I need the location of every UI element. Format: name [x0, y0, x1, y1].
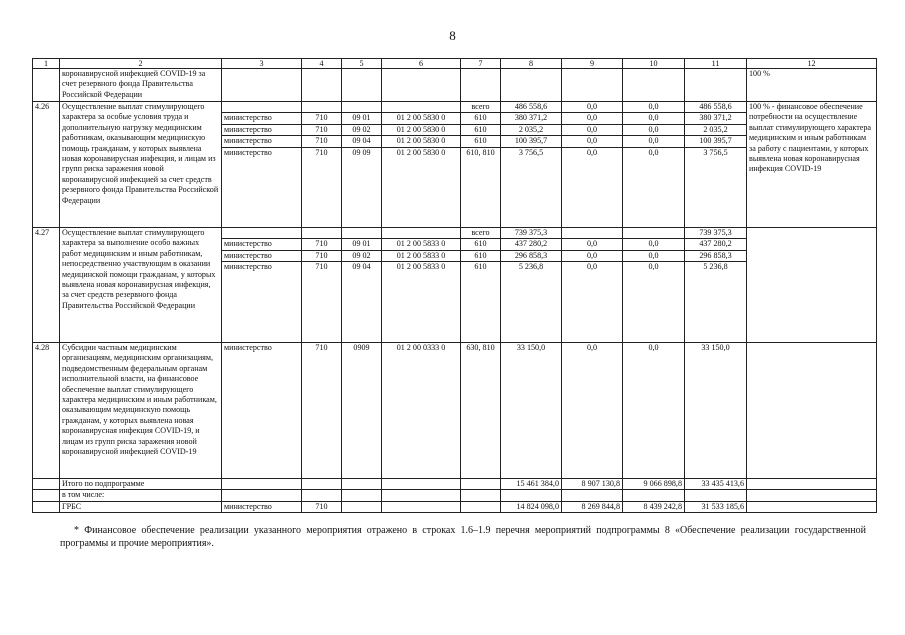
table-cell — [222, 228, 301, 239]
table-cell: 01 2 00 5830 0 — [382, 136, 460, 147]
amount-2021-column — [562, 228, 623, 343]
amount-2021-cell: 0,0 — [562, 343, 623, 479]
table-cell: 610 — [461, 113, 500, 124]
measure-note — [747, 228, 877, 343]
grbs-2021: 8 269 844,8 — [562, 501, 623, 512]
table-cell: 0,0 — [623, 125, 684, 136]
table-cell: 380 371,2 — [685, 113, 746, 124]
table-cell: 09 02 — [342, 251, 381, 262]
amount-2021-column — [562, 102, 623, 228]
grbs-executor: министерство — [222, 501, 302, 512]
table-cell: 5 236,8 — [518, 262, 544, 272]
table-cell: 296 858,3 — [501, 251, 561, 262]
table-cell: 380 371,2 — [501, 113, 561, 124]
table-row — [33, 102, 877, 228]
target-code-column — [382, 102, 461, 228]
table-cell: 610 — [461, 136, 500, 147]
table-cell: 610 — [461, 239, 500, 250]
grbs-2020: 14 824 098,0 — [501, 501, 562, 512]
table-cell: 610, 810 — [466, 147, 495, 157]
column-number: 6 — [382, 59, 461, 69]
measure-number: 4.27 — [33, 228, 60, 343]
expense-type-column — [461, 102, 501, 228]
column-number: 9 — [562, 59, 623, 69]
table-cell: 0,0 — [586, 147, 598, 157]
table-cell: 2 035,2 — [501, 125, 561, 136]
table-cell: 0,0 — [648, 262, 659, 272]
section-code-cell: 0909 — [342, 343, 382, 479]
table-cell: всего — [461, 228, 500, 239]
grbs-2022: 8 439 242,8 — [623, 501, 685, 512]
column-number: 5 — [342, 59, 382, 69]
executor-column — [222, 102, 302, 228]
table-cell: 01 2 00 5830 0 — [396, 147, 446, 157]
table-cell: 486 558,6 — [501, 102, 561, 113]
target-code-cell: 01 2 00 0333 0 — [382, 343, 461, 479]
including-label: в том числе: — [60, 490, 222, 501]
table-cell: министерство — [224, 262, 272, 272]
grbs-code-column — [302, 102, 342, 228]
table-cell — [302, 228, 341, 239]
table-cell: 437 280,2 — [501, 239, 561, 250]
table-cell: 610 — [474, 262, 487, 272]
measure-description: Осуществление выплат стимулирующего характера за выполнение особо важных работ медицинским и иным работникам, непосредственно участвующим в оказании медицинской помощи гражданам, у которых выявлена новая коронавирусная инфекция, за счет средств резервного фонда Правительства Российской Федерации — [60, 228, 222, 343]
measure-number: 4.28 — [33, 343, 60, 479]
target-code-column — [382, 228, 461, 343]
grbs-code: 710 — [302, 501, 342, 512]
table-cell: 0,0 — [623, 239, 684, 250]
column-number-row — [33, 59, 877, 69]
section-code-column — [342, 228, 382, 343]
table-cell — [342, 228, 381, 239]
table-cell: 09 04 — [352, 262, 371, 272]
column-number: 1 — [33, 59, 60, 69]
table-cell: министерство — [222, 251, 301, 262]
measure-note: 100 % — [747, 69, 877, 102]
amount-2020-column — [501, 228, 562, 343]
expense-type-cell: 630, 810 — [461, 343, 501, 479]
grbs-label: ГРБС — [60, 501, 222, 512]
table-cell — [382, 228, 460, 239]
total-row — [33, 479, 877, 490]
table-cell: 0,0 — [648, 147, 659, 157]
amount-2020-column — [501, 102, 562, 228]
footnote: * Финансовое обеспечение реализации указанного мероприятия отражено в строках 1.6–1.9 перечня мероприятий подпрограммы 8 «Обеспечение реализации государственной программы и прочие мероприятия». — [60, 525, 866, 549]
table-cell: 01 2 00 5833 0 — [382, 251, 460, 262]
table-cell: всего — [461, 102, 500, 113]
executor-column — [222, 228, 302, 343]
table-cell: 01 2 00 5830 0 — [382, 125, 460, 136]
measure-description: Субсидии частным медицинским организациям, медицинским организациям, подведомственным федеральным органам исполнительной власти, на финансовое обеспечение выплат стимулирующего характера медицинским и иным работникам, оказывающим медицинскую помощь гражданам, у которых выявлена новая коронавирусная инфекция COVID-19, и лицам из групп риска заражения новой коронавирусной инфекцией COVID-19 — [60, 343, 222, 479]
column-number: 10 — [623, 59, 685, 69]
table-cell: министерство — [222, 239, 301, 250]
table-cell: 0,0 — [562, 102, 622, 113]
table-cell: 710 — [302, 251, 341, 262]
table-cell: 710 — [302, 239, 341, 250]
table-cell: 0,0 — [562, 136, 622, 147]
grbs-total: 31 533 185,6 — [685, 501, 747, 512]
table-cell — [382, 102, 460, 113]
table-row — [33, 69, 877, 102]
table-cell: 01 2 00 5833 0 — [396, 262, 446, 272]
table-cell: министерство — [222, 136, 301, 147]
table-cell: 710 — [315, 147, 328, 157]
measures-table — [32, 58, 877, 513]
table-cell: 710 — [302, 136, 341, 147]
total-2020: 15 461 384,0 — [501, 479, 562, 490]
grbs-row — [33, 501, 877, 512]
table-cell: 486 558,6 — [685, 102, 746, 113]
amount-total-column — [685, 228, 747, 343]
total-all: 33 435 413,6 — [685, 479, 747, 490]
amount-2022-column — [623, 228, 685, 343]
table-cell: 09 02 — [342, 125, 381, 136]
grbs-code-cell: 710 — [302, 343, 342, 479]
total-2021: 8 907 130,8 — [562, 479, 623, 490]
measure-number: 4.26 — [33, 102, 60, 228]
column-number: 2 — [60, 59, 222, 69]
amount-total-cell: 33 150,0 — [685, 343, 747, 479]
table-cell: 610 — [461, 125, 500, 136]
column-number: 3 — [222, 59, 302, 69]
column-number: 7 — [461, 59, 501, 69]
table-cell: 710 — [315, 262, 328, 272]
table-cell: 2 035,2 — [685, 125, 746, 136]
table-cell — [623, 228, 684, 239]
amount-2022-column — [623, 102, 685, 228]
table-cell — [562, 228, 622, 239]
table-row — [33, 228, 877, 343]
table-cell: 0,0 — [562, 251, 622, 262]
table-cell: 09 09 — [352, 147, 371, 157]
table-cell: 0,0 — [623, 102, 684, 113]
table-cell: министерство — [222, 125, 301, 136]
table-cell: 0,0 — [562, 239, 622, 250]
table-cell: 739 375,3 — [501, 228, 561, 239]
table-cell: 100 395,7 — [685, 136, 746, 147]
table-cell: 3 756,5 — [703, 147, 728, 157]
executor-cell: министерство — [222, 343, 302, 479]
table-cell: министерство — [222, 113, 301, 124]
measure-note: 100 % - финансовое обеспечение потребности на осуществление выплат стимулирующего характера медицинским и иным работникам за работу с пациентами, у которых выявлена новая коронавирусная инфекция COVID-19 — [747, 102, 877, 228]
table-cell: 0,0 — [562, 125, 622, 136]
table-cell: 296 858,3 — [685, 251, 746, 262]
including-row — [33, 490, 877, 501]
table-cell — [302, 102, 341, 113]
table-row — [33, 343, 877, 479]
table-cell: 100 395,7 — [501, 136, 561, 147]
measure-description: коронавирусной инфекцией COVID-19 за счет резервного фонда Правительства Российской Федерации — [60, 69, 222, 102]
table-cell: 09 01 — [342, 239, 381, 250]
measure-note — [747, 343, 877, 479]
section-code-column — [342, 102, 382, 228]
amount-total-column — [685, 102, 747, 228]
amount-2020-cell: 33 150,0 — [501, 343, 562, 479]
table-cell: 710 — [302, 113, 341, 124]
table-cell: 09 04 — [342, 136, 381, 147]
grbs-code-column — [302, 228, 342, 343]
table-cell: 0,0 — [562, 113, 622, 124]
table-cell: министерство — [224, 147, 272, 157]
measure-description: Осуществление выплат стимулирующего характера за особые условия труда и дополнительную нагрузку медицинским работникам, оказывающим медицинскую помощь гражданам, у которых выявлена новая коронавирусная инфекция, и лицам из групп риска заражения новой коронавирусной инфекцией за счет средств резервного фонда Правительства Российской Федерации — [60, 102, 222, 228]
table-cell — [222, 102, 301, 113]
amount-2022-cell: 0,0 — [623, 343, 685, 479]
table-cell: 01 2 00 5833 0 — [382, 239, 460, 250]
table-cell: 0,0 — [586, 262, 598, 272]
table-cell: 0,0 — [623, 136, 684, 147]
column-number: 12 — [747, 59, 877, 69]
column-number: 8 — [501, 59, 562, 69]
table-cell: 01 2 00 5830 0 — [382, 113, 460, 124]
table-cell: 0,0 — [623, 251, 684, 262]
table-cell: 5 236,8 — [703, 262, 728, 272]
table-cell: 3 756,5 — [518, 147, 544, 157]
expense-type-column — [461, 228, 501, 343]
table-cell: 09 01 — [342, 113, 381, 124]
table-cell: 437 280,2 — [685, 239, 746, 250]
column-number: 4 — [302, 59, 342, 69]
total-label: Итого по подпрограмме — [60, 479, 222, 490]
table-cell: 710 — [302, 125, 341, 136]
column-number: 11 — [685, 59, 747, 69]
table-cell: 739 375,3 — [685, 228, 746, 239]
table-cell — [342, 102, 381, 113]
table-cell: 610 — [461, 251, 500, 262]
table-cell: 0,0 — [623, 113, 684, 124]
total-2022: 9 066 898,8 — [623, 479, 685, 490]
page-number: 8 — [449, 28, 456, 43]
